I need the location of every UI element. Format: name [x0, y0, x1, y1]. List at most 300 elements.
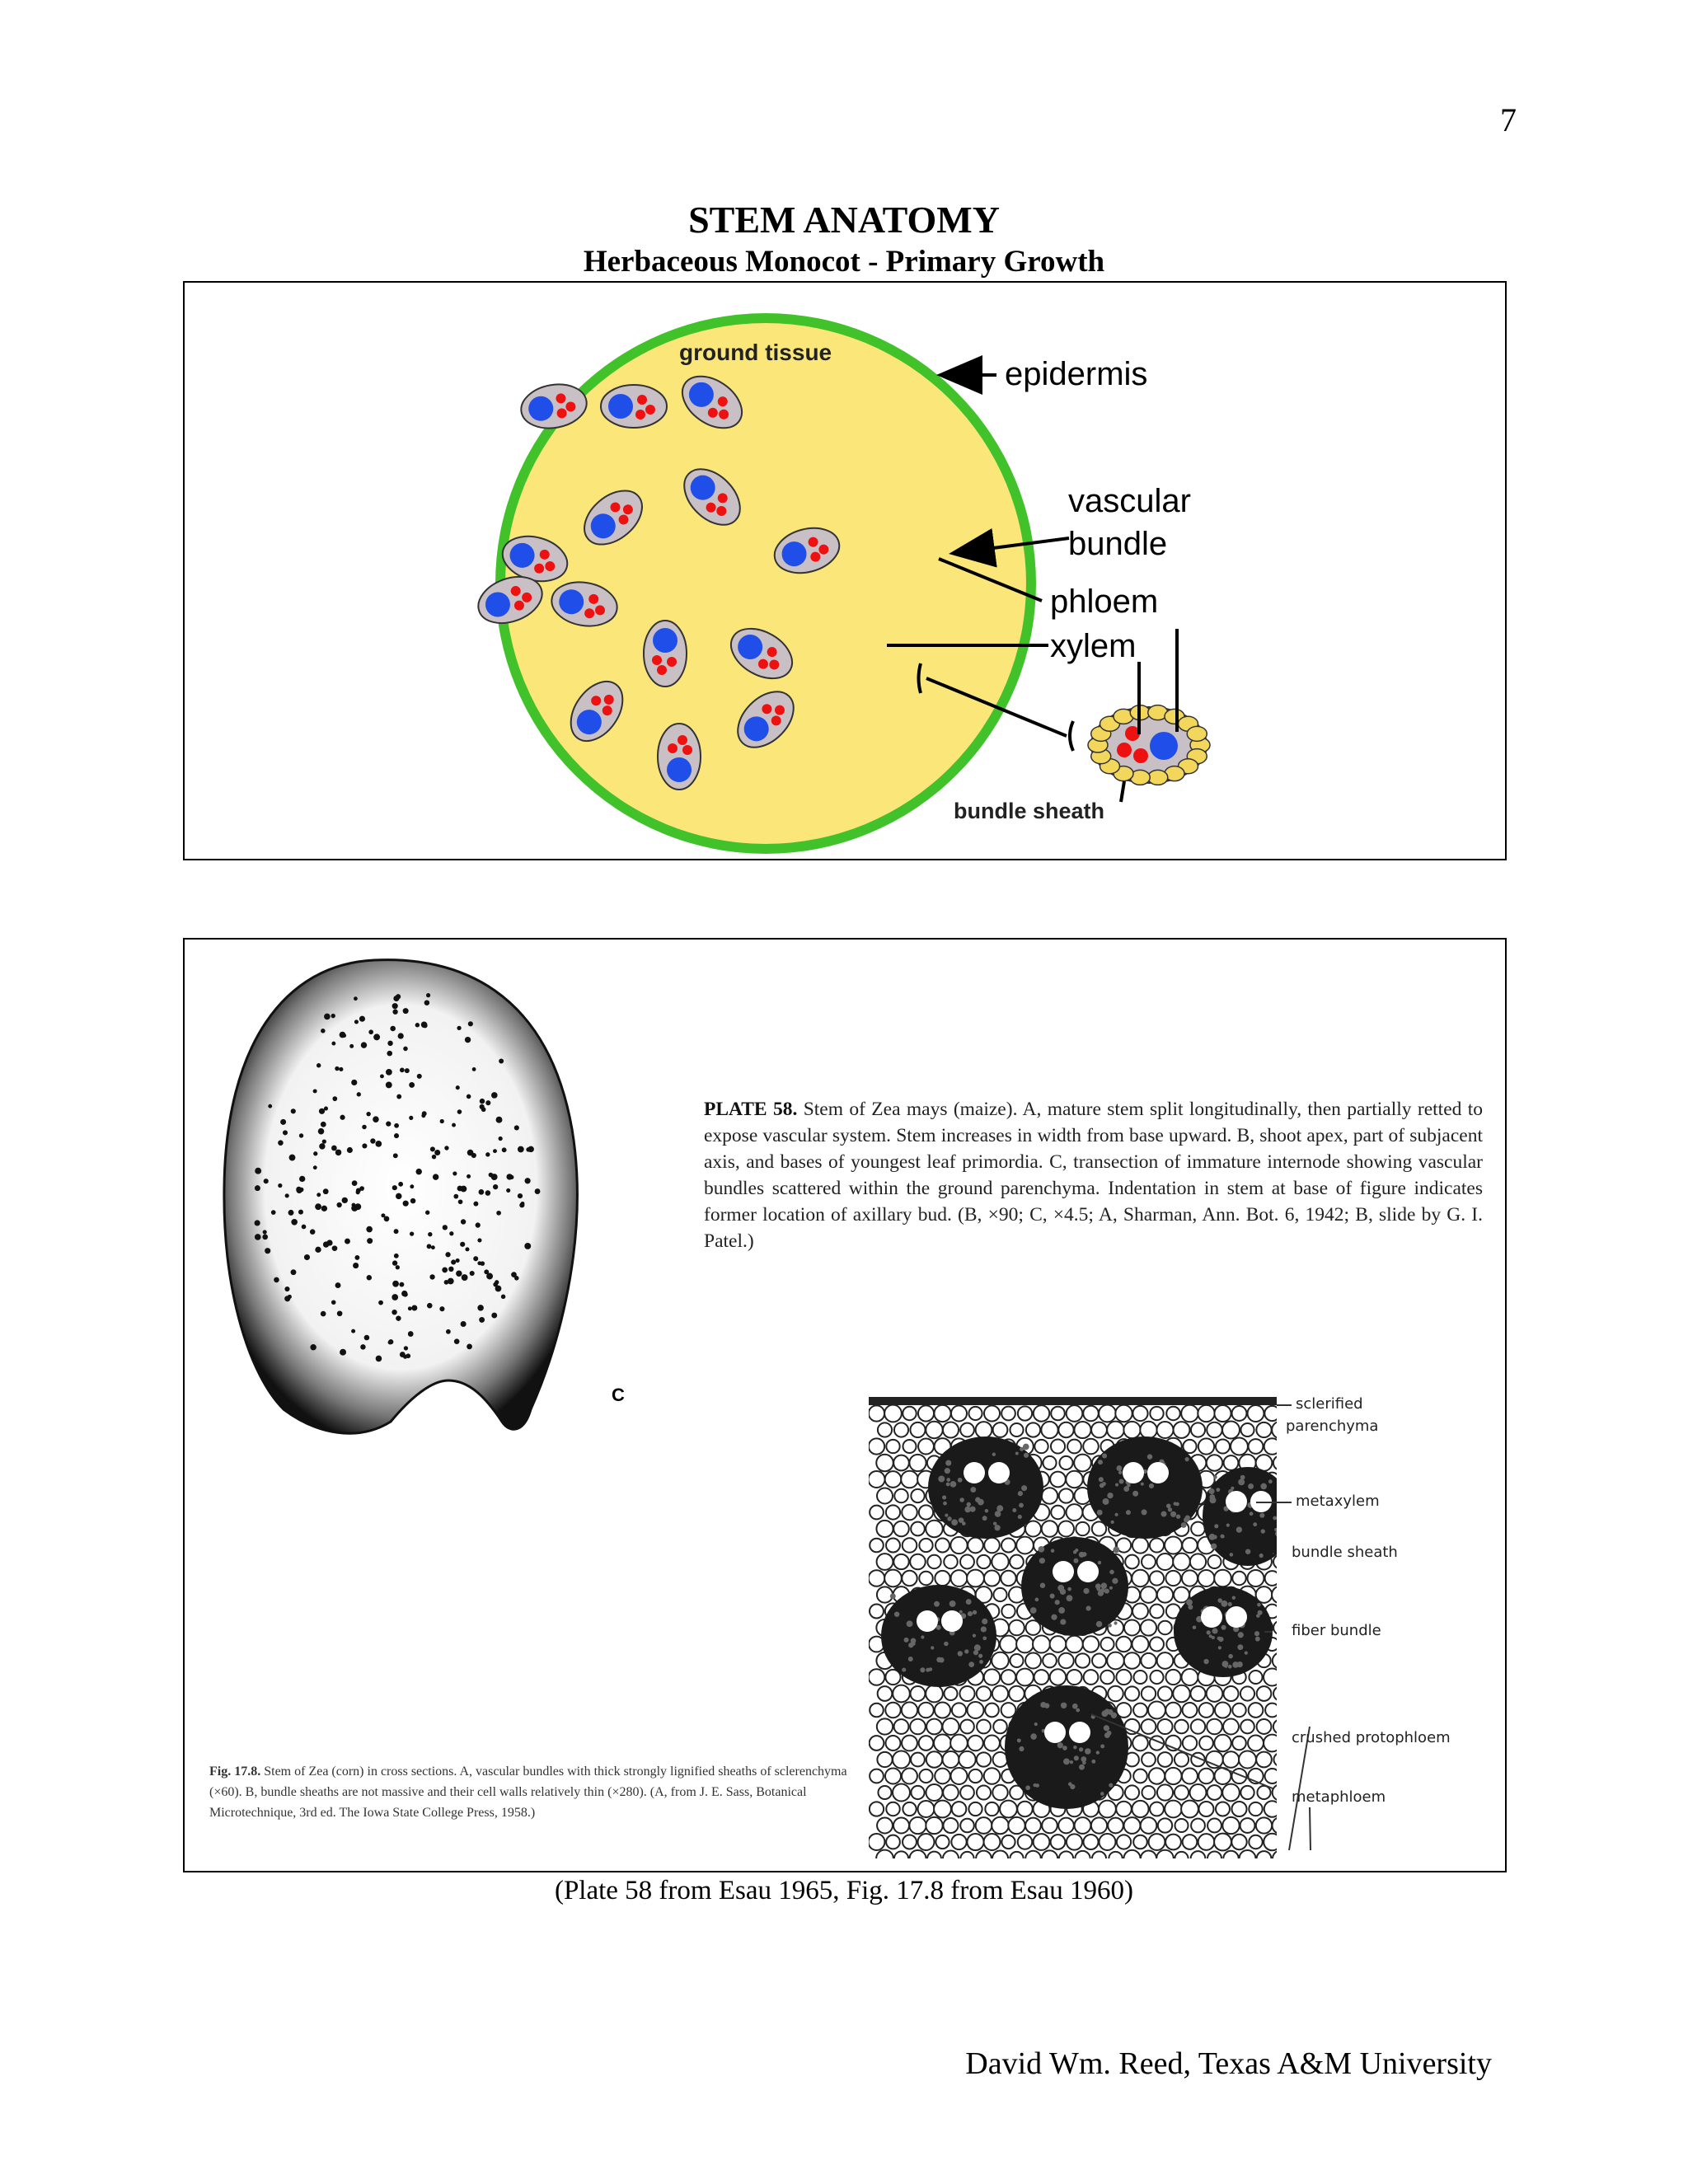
stem-bundle-dot — [518, 1193, 523, 1198]
parenchyma-cell — [1272, 1586, 1289, 1604]
parenchyma-cell — [968, 1538, 983, 1554]
parenchyma-cell — [935, 1769, 950, 1784]
parenchyma-cell — [901, 1471, 918, 1488]
parenchyma-cell — [1091, 1817, 1107, 1833]
micrograph-frame — [183, 938, 1507, 1872]
parenchyma-cell — [1150, 1538, 1164, 1552]
parenchyma-cell — [1239, 1751, 1256, 1769]
parenchyma-cell — [1001, 1703, 1016, 1718]
parenchyma-cell — [1273, 1784, 1289, 1801]
parenchyma-cell — [919, 1572, 933, 1586]
parenchyma-cell — [1142, 1555, 1156, 1569]
label-parenchyma: parenchyma — [1286, 1418, 1379, 1435]
stem-bundle-dot — [278, 1140, 284, 1146]
parenchyma-cell — [910, 1422, 925, 1437]
stem-bundle-dot — [271, 1210, 276, 1215]
stem-bundle-dot — [524, 1243, 531, 1249]
parenchyma-cell — [951, 1405, 967, 1421]
parenchyma-cell — [1100, 1638, 1114, 1651]
label-fiber-bundle: fiber bundle — [1292, 1622, 1381, 1639]
parenchyma-cell — [1025, 1851, 1040, 1866]
parenchyma-cell — [1207, 1719, 1222, 1735]
stem-bundle-dot — [263, 1230, 267, 1234]
stem-bundle-dot — [462, 1274, 468, 1281]
stem-bundle-dot — [403, 1047, 408, 1052]
parenchyma-cell — [893, 1784, 910, 1802]
parenchyma-cell — [893, 1554, 908, 1569]
parenchyma-cell — [870, 1605, 884, 1619]
parenchyma-cell — [869, 1834, 885, 1850]
parenchyma-cell — [893, 1521, 909, 1537]
parenchyma-cell — [1240, 1686, 1254, 1700]
parenchyma-cell — [1092, 1521, 1106, 1535]
parenchyma-cell — [1150, 1802, 1164, 1816]
sheath-cell — [1187, 726, 1207, 741]
stem-bundle-dot — [291, 1219, 298, 1226]
stem-bundle-dot — [477, 1261, 481, 1265]
stem-bundle-dot — [408, 1306, 412, 1310]
stem-bundle-dot — [304, 1254, 310, 1260]
parenchyma-cell — [878, 1422, 892, 1436]
parenchyma-cell — [1232, 1406, 1247, 1421]
stem-bundle-dot — [481, 1107, 486, 1112]
parenchyma-cell — [1108, 1818, 1123, 1834]
stem-bundle-dot — [396, 1094, 401, 1099]
parenchyma-cell — [877, 1718, 893, 1734]
parenchyma-cell — [1249, 1439, 1264, 1454]
stem-bundle-dot — [473, 1256, 478, 1261]
parenchyma-cell — [1157, 1784, 1173, 1800]
stem-bundle-dot — [364, 1335, 370, 1341]
parenchyma-cell — [944, 1555, 958, 1569]
metaxylem-vessel — [1069, 1722, 1090, 1743]
stem-bundle-dot — [388, 1340, 392, 1344]
vascular-bundle — [644, 621, 687, 687]
metaxylem-vessel — [917, 1610, 938, 1632]
stem-bundle-dot — [323, 1188, 329, 1194]
parenchyma-cell — [1050, 1636, 1067, 1652]
parenchyma-cell — [1074, 1455, 1091, 1472]
parenchyma-cell — [951, 1570, 968, 1586]
parenchyma-cell — [1133, 1671, 1146, 1684]
stem-bundle-dot — [485, 1100, 490, 1105]
corn-micrograph — [868, 1397, 1293, 1867]
parenchyma-cell — [1191, 1851, 1206, 1866]
parenchyma-cell — [951, 1835, 966, 1849]
stem-bundle-dot — [345, 1239, 350, 1244]
parenchyma-cell — [1150, 1671, 1163, 1684]
stem-bundle-dot — [356, 1190, 360, 1194]
stem-bundle-dot — [296, 1187, 302, 1193]
parenchyma-cell — [1249, 1671, 1262, 1684]
parenchyma-cell — [984, 1834, 1001, 1850]
parenchyma-cell — [894, 1422, 908, 1436]
stem-bundle-dot — [398, 1033, 404, 1038]
parenchyma-cell — [1076, 1653, 1090, 1667]
stem-bundle-dot — [448, 1278, 454, 1285]
stem-bundle-dot — [380, 1074, 384, 1078]
parenchyma-cell — [1247, 1570, 1264, 1586]
parenchyma-cell — [926, 1751, 942, 1767]
stem-bundle-dot — [370, 1138, 375, 1143]
parenchyma-cell — [1092, 1654, 1106, 1668]
stem-bundle-dot — [291, 1108, 296, 1113]
stem-bundle-dot — [493, 1149, 497, 1153]
stem-bundle-dot — [396, 1315, 401, 1320]
parenchyma-cell — [1142, 1686, 1156, 1700]
parenchyma-cell — [1157, 1554, 1174, 1570]
parenchyma-cell — [1148, 1702, 1165, 1719]
parenchyma-cell — [1083, 1406, 1098, 1421]
stem-bundle-dot — [313, 1089, 317, 1093]
parenchyma-cell — [909, 1455, 926, 1471]
stem-bundle-dot — [392, 1294, 398, 1301]
stem-bundle-dot — [392, 1260, 397, 1265]
parenchyma-cell — [877, 1554, 893, 1570]
parenchyma-cell — [1001, 1670, 1016, 1685]
parenchyma-cell — [959, 1751, 975, 1768]
label-phloem: phloem — [1050, 583, 1159, 620]
stem-bundle-dot — [373, 1116, 379, 1122]
phloem-dot — [635, 410, 645, 419]
parenchyma-cell — [1041, 1422, 1057, 1438]
parenchyma-cell — [943, 1422, 959, 1437]
parenchyma-cell — [977, 1752, 991, 1766]
stem-bundle-dot — [375, 1141, 382, 1147]
parenchyma-cell — [870, 1802, 884, 1816]
parenchyma-cell — [886, 1835, 900, 1849]
stem-bundle-dot — [444, 1146, 448, 1150]
parenchyma-cell — [1099, 1405, 1116, 1422]
parenchyma-cell — [1214, 1834, 1231, 1851]
parenchyma-cell — [894, 1719, 909, 1734]
parenchyma-cell — [893, 1817, 909, 1833]
parenchyma-cell — [1067, 1405, 1083, 1422]
metaxylem-vessel — [1053, 1561, 1074, 1582]
stem-bundle-dot — [392, 1185, 397, 1190]
stem-bundle-dot — [368, 1029, 373, 1034]
parenchyma-cell — [1256, 1752, 1272, 1768]
stem-bundle-dot — [440, 1119, 444, 1123]
parenchyma-cell — [1240, 1786, 1254, 1799]
phloem-dot — [667, 657, 677, 667]
stem-bundle-dot — [335, 1150, 341, 1155]
stem-bundle-dot — [331, 1042, 335, 1046]
stem-bundle-dot — [313, 1151, 317, 1155]
stem-bundle-dot — [255, 1168, 261, 1174]
stem-bundle-dot — [415, 1023, 420, 1027]
parenchyma-cell — [1214, 1405, 1231, 1422]
parenchyma-cell — [1123, 1850, 1140, 1867]
parenchyma-cell — [903, 1802, 916, 1816]
stem-bundle-dot — [299, 1176, 305, 1182]
parenchyma-cell — [1132, 1570, 1148, 1586]
parenchyma-cell — [1000, 1801, 1017, 1818]
parenchyma-cell — [1076, 1522, 1089, 1535]
parenchyma-cell — [952, 1802, 967, 1816]
parenchyma-cell — [1091, 1422, 1107, 1438]
parenchyma-cell — [1158, 1686, 1172, 1700]
parenchyma-cell — [1142, 1786, 1155, 1799]
label-xylem: xylem — [1050, 628, 1137, 664]
stem-bundle-dot — [280, 1119, 286, 1125]
stem-bundle-dot — [421, 1021, 428, 1028]
label-vascular: vascular — [1068, 483, 1191, 519]
parenchyma-cell — [1273, 1455, 1287, 1469]
stem-bundle-dot — [445, 1252, 450, 1257]
parenchyma-cell — [1141, 1817, 1157, 1834]
stem-bundle-dot — [342, 1197, 348, 1203]
stem-bundle-dot — [509, 1175, 513, 1179]
stem-bundle-dot — [467, 1094, 471, 1099]
parenchyma-cell — [1157, 1586, 1173, 1602]
parenchyma-cell — [1066, 1636, 1083, 1653]
stem-bundle-dot — [409, 1116, 413, 1120]
parenchyma-cell — [886, 1736, 901, 1750]
stem-bundle-dot — [427, 1244, 432, 1249]
stem-bundle-dot — [486, 1273, 493, 1280]
stem-bundle-dot — [351, 1329, 355, 1333]
parenchyma-cell — [934, 1735, 951, 1752]
parenchyma-cell — [869, 1570, 885, 1586]
parenchyma-cell — [1175, 1785, 1189, 1799]
fig-17-8-caption — [209, 1761, 869, 1823]
stem-bundle-dot — [461, 1219, 466, 1224]
stem-bundle-dot — [359, 1016, 365, 1022]
parenchyma-cell — [1182, 1669, 1198, 1685]
parenchyma-cell — [1207, 1455, 1222, 1470]
stem-bundle-dot — [485, 1152, 490, 1156]
stem-bundle-dot — [331, 1014, 335, 1018]
parenchyma-cell — [1174, 1422, 1190, 1438]
stem-bundle-dot — [255, 1220, 260, 1226]
stem-bundle-dot — [340, 1115, 345, 1120]
parenchyma-cell — [1181, 1405, 1198, 1422]
stem-bundle-dot — [361, 1042, 367, 1047]
parenchyma-cell — [902, 1702, 917, 1718]
parenchyma-cell — [1058, 1521, 1074, 1537]
parenchyma-cell — [950, 1537, 967, 1554]
stem-bundle-dot — [477, 1305, 484, 1311]
parenchyma-cell — [1142, 1753, 1156, 1767]
parenchyma-cell — [886, 1802, 899, 1816]
parenchyma-cell — [1100, 1671, 1114, 1685]
parenchyma-cell — [909, 1817, 926, 1834]
stem-bundle-dot — [398, 1182, 403, 1187]
parenchyma-cell — [935, 1702, 950, 1718]
parenchyma-cell — [911, 1786, 924, 1799]
micro-vascular-bundle — [1174, 1586, 1273, 1677]
parenchyma-cell — [960, 1786, 974, 1800]
parenchyma-cell — [919, 1539, 932, 1552]
parenchyma-cell — [1191, 1719, 1205, 1733]
parenchyma-cell — [878, 1686, 893, 1701]
parenchyma-cell — [1051, 1439, 1065, 1453]
parenchyma-cell — [1010, 1555, 1024, 1569]
stem-bundle-dot — [349, 1044, 354, 1048]
parenchyma-cell — [1107, 1422, 1124, 1439]
parenchyma-cell — [927, 1852, 941, 1866]
micro-vascular-bundle — [928, 1436, 1043, 1539]
parenchyma-cell — [1191, 1422, 1205, 1436]
stem-bundle-dot — [422, 1111, 427, 1116]
stem-bundle-dot — [283, 1130, 288, 1135]
parenchyma-cell — [1132, 1406, 1147, 1421]
stem-bundle-dot — [465, 1037, 471, 1043]
stem-bundle-dot — [473, 1202, 478, 1207]
parenchyma-cell — [1083, 1636, 1099, 1652]
parenchyma-cell — [1232, 1736, 1246, 1750]
parenchyma-cell — [950, 1735, 968, 1752]
parenchyma-cell — [1115, 1405, 1132, 1422]
parenchyma-cell — [919, 1505, 933, 1519]
parenchyma-cell — [984, 1736, 1000, 1751]
parenchyma-cell — [1198, 1769, 1213, 1783]
parenchyma-cell — [977, 1785, 991, 1799]
parenchyma-cell — [1034, 1405, 1049, 1421]
parenchyma-cell — [1264, 1406, 1279, 1421]
stem-bundle-dot — [394, 1229, 399, 1234]
stem-bundle-dot — [432, 1155, 436, 1159]
xylem-dot — [667, 757, 692, 782]
parenchyma-cell — [919, 1769, 932, 1783]
parenchyma-cell — [918, 1834, 935, 1850]
stem-bundle-dot — [518, 1146, 524, 1153]
stem-bundle-dot — [410, 1198, 416, 1204]
parenchyma-cell — [950, 1768, 967, 1784]
parenchyma-cell — [1264, 1735, 1281, 1752]
parenchyma-cell — [1141, 1850, 1156, 1866]
stem-bundle-dot — [454, 1338, 460, 1344]
parenchyma-cell — [1067, 1504, 1083, 1521]
parenchyma-cell — [911, 1686, 926, 1701]
parenchyma-cell — [984, 1538, 1000, 1554]
stem-bundle-dot — [424, 1000, 430, 1005]
parenchyma-cell — [1042, 1850, 1057, 1866]
parenchyma-cell — [968, 1802, 982, 1816]
stem-diagram-frame — [183, 281, 1507, 860]
parenchyma-cell — [1132, 1736, 1148, 1751]
parenchyma-cell — [1165, 1835, 1181, 1850]
xylem-dot — [608, 394, 633, 419]
stem-bundle-dot — [362, 1143, 367, 1148]
parenchyma-cell — [1199, 1802, 1214, 1816]
parenchyma-cell — [992, 1850, 1008, 1866]
stem-bundle-dot — [337, 1310, 343, 1316]
stem-bundle-dot — [479, 1189, 485, 1195]
xylem-dot — [653, 628, 678, 653]
stem-bundle-dot — [457, 1109, 462, 1114]
stem-bundle-dot — [461, 1186, 467, 1193]
stem-bundle-dot — [386, 1121, 391, 1126]
stem-bundle-dot — [340, 1032, 346, 1038]
metaxylem-vessel — [1123, 1462, 1144, 1483]
stem-bundle-dot — [302, 1225, 307, 1230]
parenchyma-cell — [1165, 1670, 1180, 1685]
parenchyma-cell — [1174, 1587, 1189, 1603]
label-metaphloem: metaphloem — [1292, 1788, 1386, 1806]
stem-bundle-dot — [410, 1184, 414, 1188]
stem-bundle-dot — [526, 1147, 531, 1152]
stem-bundle-dot — [451, 1259, 456, 1264]
stem-bundle-dot — [319, 1108, 325, 1114]
plate-caption-lead: PLATE 58. — [704, 1099, 798, 1120]
parenchyma-cell — [885, 1471, 902, 1488]
parenchyma-cell — [1257, 1851, 1272, 1866]
parenchyma-cell — [1042, 1488, 1057, 1503]
parenchyma-cell — [1033, 1636, 1050, 1653]
parenchyma-cell — [1273, 1555, 1287, 1569]
parenchyma-cell — [1273, 1851, 1288, 1867]
parenchyma-cell — [992, 1554, 1008, 1570]
parenchyma-cell — [1141, 1619, 1156, 1635]
stem-bundle-dot — [367, 1238, 373, 1244]
stem-bundle-dot — [396, 1193, 401, 1199]
parenchyma-cell — [1183, 1703, 1198, 1718]
parenchyma-cell — [1207, 1819, 1221, 1833]
parenchyma-cell — [1191, 1522, 1205, 1536]
parenchyma-cell — [1108, 1686, 1123, 1702]
parenchyma-cell — [1232, 1704, 1245, 1717]
stem-bundle-dot — [321, 1311, 326, 1317]
parenchyma-cell — [968, 1769, 982, 1783]
parenchyma-cell — [1010, 1423, 1023, 1436]
parenchyma-cell — [1273, 1652, 1288, 1668]
parenchyma-cell — [1150, 1571, 1164, 1585]
parenchyma-cell — [1181, 1801, 1198, 1818]
vascular-bundle — [658, 724, 701, 790]
parenchyma-cell — [1001, 1835, 1015, 1849]
parenchyma-cell — [885, 1768, 901, 1783]
parenchyma-cell — [870, 1539, 884, 1553]
parenchyma-cell — [1222, 1422, 1240, 1439]
parenchyma-cell — [985, 1704, 999, 1718]
metaxylem-vessel — [1226, 1606, 1247, 1628]
stem-bundle-dot — [381, 1213, 385, 1217]
parenchyma-cell — [1265, 1571, 1280, 1586]
stem-bundle-dot — [428, 1232, 432, 1236]
parenchyma-cell — [1198, 1570, 1215, 1586]
parenchyma-cell — [1199, 1736, 1213, 1750]
parenchyma-cell — [1264, 1801, 1280, 1816]
stem-bundle-dot — [336, 1202, 341, 1207]
parenchyma-cell — [1009, 1620, 1025, 1636]
parenchyma-cell — [1249, 1703, 1264, 1718]
parenchyma-cell — [984, 1768, 1001, 1784]
parenchyma-cell — [894, 1489, 908, 1503]
stem-bundle-dot — [400, 1352, 406, 1357]
stem-bundle-dot — [499, 1059, 504, 1064]
stem-bundle-dot — [452, 1171, 457, 1175]
parenchyma-cell — [1273, 1753, 1287, 1766]
parenchyma-cell — [1182, 1538, 1197, 1553]
stem-bundle-dot — [373, 1033, 380, 1040]
stem-bundle-dot — [366, 1112, 370, 1116]
parenchyma-cell — [1124, 1817, 1141, 1834]
parenchyma-cell — [1214, 1570, 1231, 1587]
metaxylem-vessel — [964, 1462, 985, 1483]
parenchyma-cell — [1273, 1719, 1287, 1733]
parenchyma-cell — [992, 1652, 1009, 1670]
parenchyma-cell — [903, 1407, 916, 1420]
parenchyma-cell — [1067, 1440, 1081, 1454]
parenchyma-cell — [893, 1455, 909, 1471]
parenchyma-cell — [1249, 1835, 1262, 1849]
stem-bundle-dot — [460, 1242, 465, 1247]
stem-bundle-dot — [480, 1099, 485, 1104]
enlarged-bundle — [1088, 705, 1210, 785]
parenchyma-cell — [1175, 1819, 1188, 1832]
